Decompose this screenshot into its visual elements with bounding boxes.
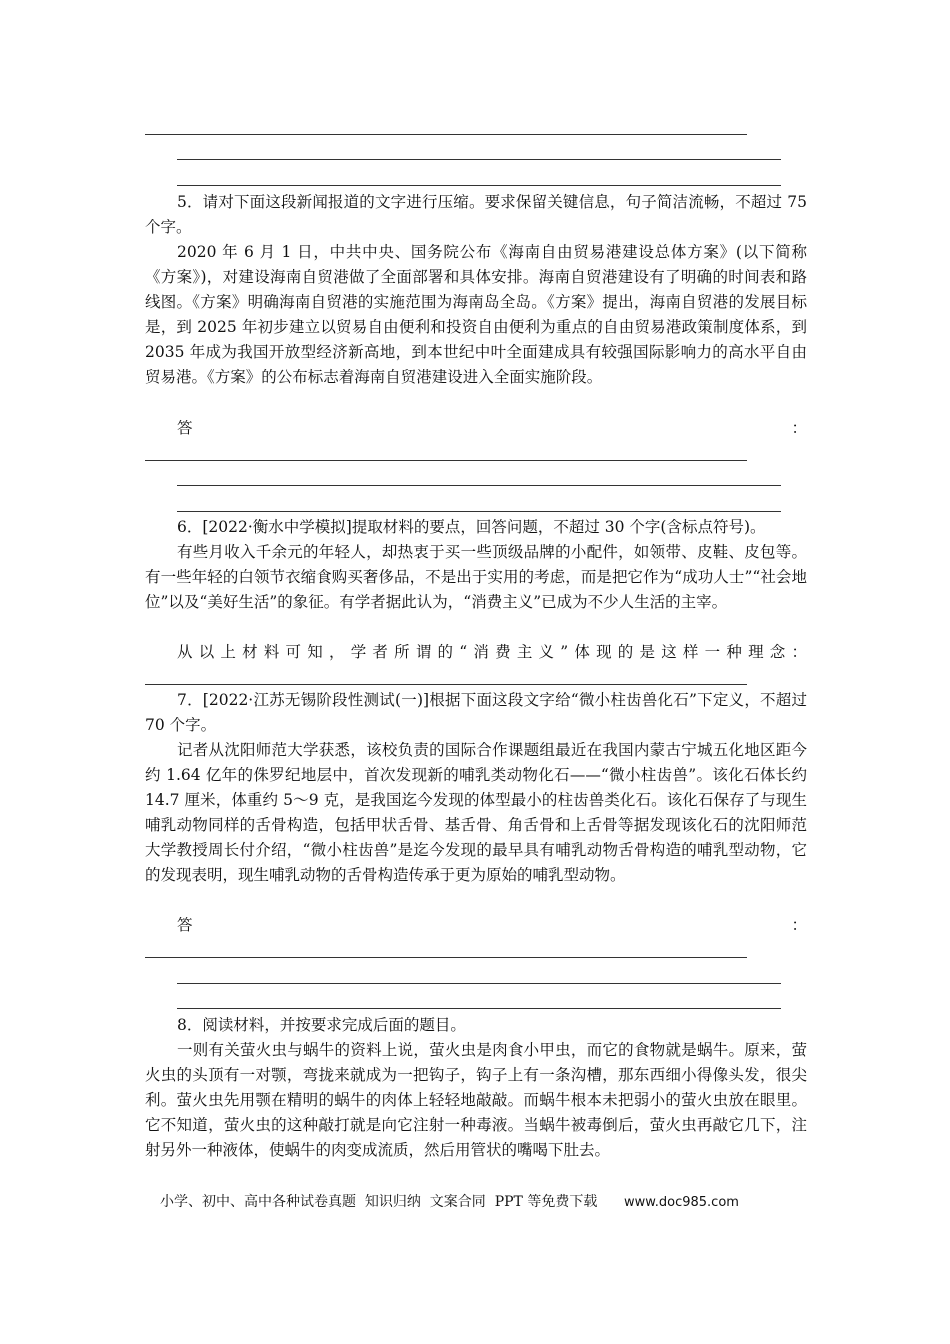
answer-line [177, 511, 781, 512]
q5-material: 2020 年 6 月 1 日，中共中央、国务院公布《海南自由贸易港建设总体方案》(以下简称《方案》)，对建设海南自贸港做了全面部署和具体安排。海南自贸港建设有了明确的时间表和路线图。《方案》明确海南自贸港的实施范围为海南岛全岛。《方案》提出，海南自贸港的发展目标是，到 2025 年初步建立以贸易自由便利和投资自由便利为重点的自由贸易港政策制度体系，到 2035 年成为我国开放型经济新高地，到本世纪中叶全面建成具有较强国际影响力的高水平自由贸易港。《方案》的公布标志着海南自贸港建设进入全面实施阶段。 [145, 243, 807, 386]
answer-line [145, 684, 747, 685]
answer-colon: ： [791, 419, 807, 437]
answer-line [145, 134, 747, 135]
footer [160, 1192, 739, 1213]
answer-line [177, 185, 781, 186]
q8-prompt: 8．阅读材料，并按要求完成后面的题目。 [177, 1016, 466, 1034]
footer-url[interactable]: www.doc985.com [624, 1195, 739, 1210]
q7-prompt: 7．[2022·江苏无锡阶段性测试(一)]根据下面这段文字给“微小柱齿兽化石”下定义，不超过 70 个字。 [145, 691, 807, 734]
answer-label: 答 [177, 916, 193, 934]
footer-text: 小学、初中、高中各种试卷真题 知识归纳 文案合同 PPT 等免费下载 [160, 1194, 598, 1210]
answer-line [177, 159, 781, 160]
q6-prompt: 6．[2022·衡水中学模拟]提取材料的要点，回答问题，不超过 30 个字(含标点符号)。 [177, 518, 766, 536]
answer-line [177, 1008, 781, 1009]
q7-material: 记者从沈阳师范大学获悉，该校负责的国际合作课题组最近在我国内蒙古宁城五化地区距今约 1.64 亿年的侏罗纪地层中，首次发现新的哺乳类动物化石——“微小柱齿兽”。该化石体长约 14.7 厘米，体重约 5～9 克，是我国迄今发现的体型最小的柱齿兽类化石。该化石保存了与现生哺乳动物同样的舌骨构造，包括甲状舌骨、基舌骨、角舌骨和上舌骨等据发现该化石的沈阳师范大学教授周长付介绍，“微小柱齿兽”是迄今发现的最早具有哺乳动物舌骨构造的哺乳型动物，它的发现表明，现生哺乳动物的舌骨构造传承于更为原始的哺乳型动物。 [145, 741, 807, 884]
q5-prompt: 5．请对下面这段新闻报道的文字进行压缩。要求保留关键信息，句子简洁流畅，不超过 75 个字。 [145, 193, 807, 236]
answer-line [145, 957, 747, 958]
answer-colon: ： [791, 916, 807, 934]
answer-line [177, 983, 781, 984]
q6-material: 有些月收入千余元的年轻人，却热衷于买一些顶级品牌的小配件，如领带、皮鞋、皮包等。有一些年轻的白领节衣缩食购买奢侈品，不是出于实用的考虑，而是把它作为“成功人士”“社会地位”以及“美好生活”的象征。有学者据此认为，“消费主义”已成为不少人生活的主宰。 [145, 543, 807, 611]
q7-answer-row [145, 913, 807, 938]
q5-answer-row [145, 416, 807, 441]
q8-material: 一则有关萤火虫与蜗牛的资料上说，萤火虫是肉食小甲虫，而它的食物就是蜗牛。原来，萤火虫的头顶有一对颚，弯拢来就成为一把钩子，钩子上有一条沟槽，那东西细小得像头发，很尖利。萤火虫先用颚在精明的蜗牛的肉体上轻轻地敲敲。而蜗牛根本未把弱小的萤火虫放在眼里。它不知道，萤火虫的这种敲打就是向它注射一种毒液。当蜗牛被毒倒后，萤火虫再敲它几下，注射另外一种液体，使蜗牛的肉变成流质，然后用管状的嘴喝下肚去。 [145, 1041, 807, 1159]
answer-label: 答 [177, 419, 193, 437]
q6-question: 从以上材料可知，学者所谓的“消费主义”体现的是这样一种理念： [177, 643, 807, 661]
answer-line [145, 460, 747, 461]
answer-line [177, 485, 781, 486]
